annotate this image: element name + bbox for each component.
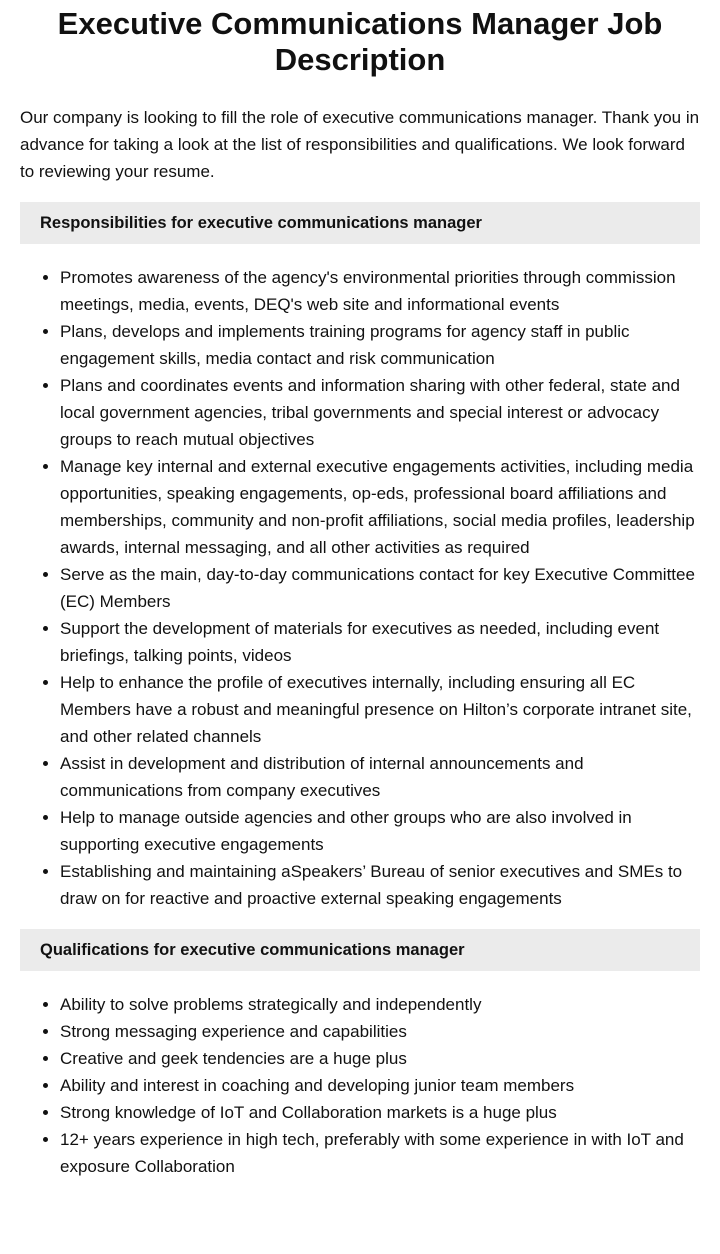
list-item: • Ability to solve problems strategically and independently [60, 991, 700, 1018]
section-list [0, 991, 700, 1180]
sections [0, 202, 720, 1180]
section-heading: Qualifications for executive communications manager [20, 929, 700, 971]
list-item: • Manage key internal and external executive engagements activities, including media opportunities, speaking engagements, op-eds, professional board affiliations and memberships, community and non-profit affiliations, social media profiles, leadership awards, internal messaging, and all other activities as required [60, 453, 700, 561]
section-heading: Responsibilities for executive communications manager [20, 202, 700, 244]
section-list [0, 264, 700, 912]
list-item: • Support the development of materials for executives as needed, including event briefings, talking points, videos [60, 615, 700, 669]
list-item: • Ability and interest in coaching and developing junior team members [60, 1072, 700, 1099]
page-title: Executive Communications Manager Job Description [57, 6, 663, 77]
list-item: • Help to enhance the profile of executives internally, including ensuring all EC Members have a robust and meaningful presence on Hilton’s corporate intranet site, and other related channels [60, 669, 700, 750]
list-item: • Serve as the main, day-to-day communications contact for key Executive Committee (EC) Members [60, 561, 700, 615]
list-item: • Strong knowledge of IoT and Collaboration markets is a huge plus [60, 1099, 700, 1126]
list-item: • Assist in development and distribution of internal announcements and communications from company executives [60, 750, 700, 804]
intro-paragraph: Our company is looking to fill the role of executive communications manager. Thank you in advance for taking a look at the list of responsibilities and qualifications. We look forward to reviewing your resume. [20, 108, 700, 181]
list-item: • Plans, develops and implements training programs for agency staff in public engagement skills, media contact and risk communication [60, 318, 700, 372]
list-item: • Creative and geek tendencies are a huge plus [60, 1045, 700, 1072]
list-item: • 12+ years experience in high tech, preferably with some experience in with IoT and exposure Collaboration [60, 1126, 700, 1180]
list-item: • Establishing and maintaining aSpeakers’ Bureau of senior executives and SMEs to draw on for reactive and proactive external speaking engagements [60, 858, 700, 912]
list-item: • Plans and coordinates events and information sharing with other federal, state and local government agencies, tribal governments and special interest or advocacy groups to reach mutual objectives [60, 372, 700, 453]
list-item: • Help to manage outside agencies and other groups who are also involved in supporting executive engagements [60, 804, 700, 858]
list-item: • Promotes awareness of the agency's environmental priorities through commission meetings, media, events, DEQ's web site and informational events [60, 264, 700, 318]
list-item: • Strong messaging experience and capabilities [60, 1018, 700, 1045]
